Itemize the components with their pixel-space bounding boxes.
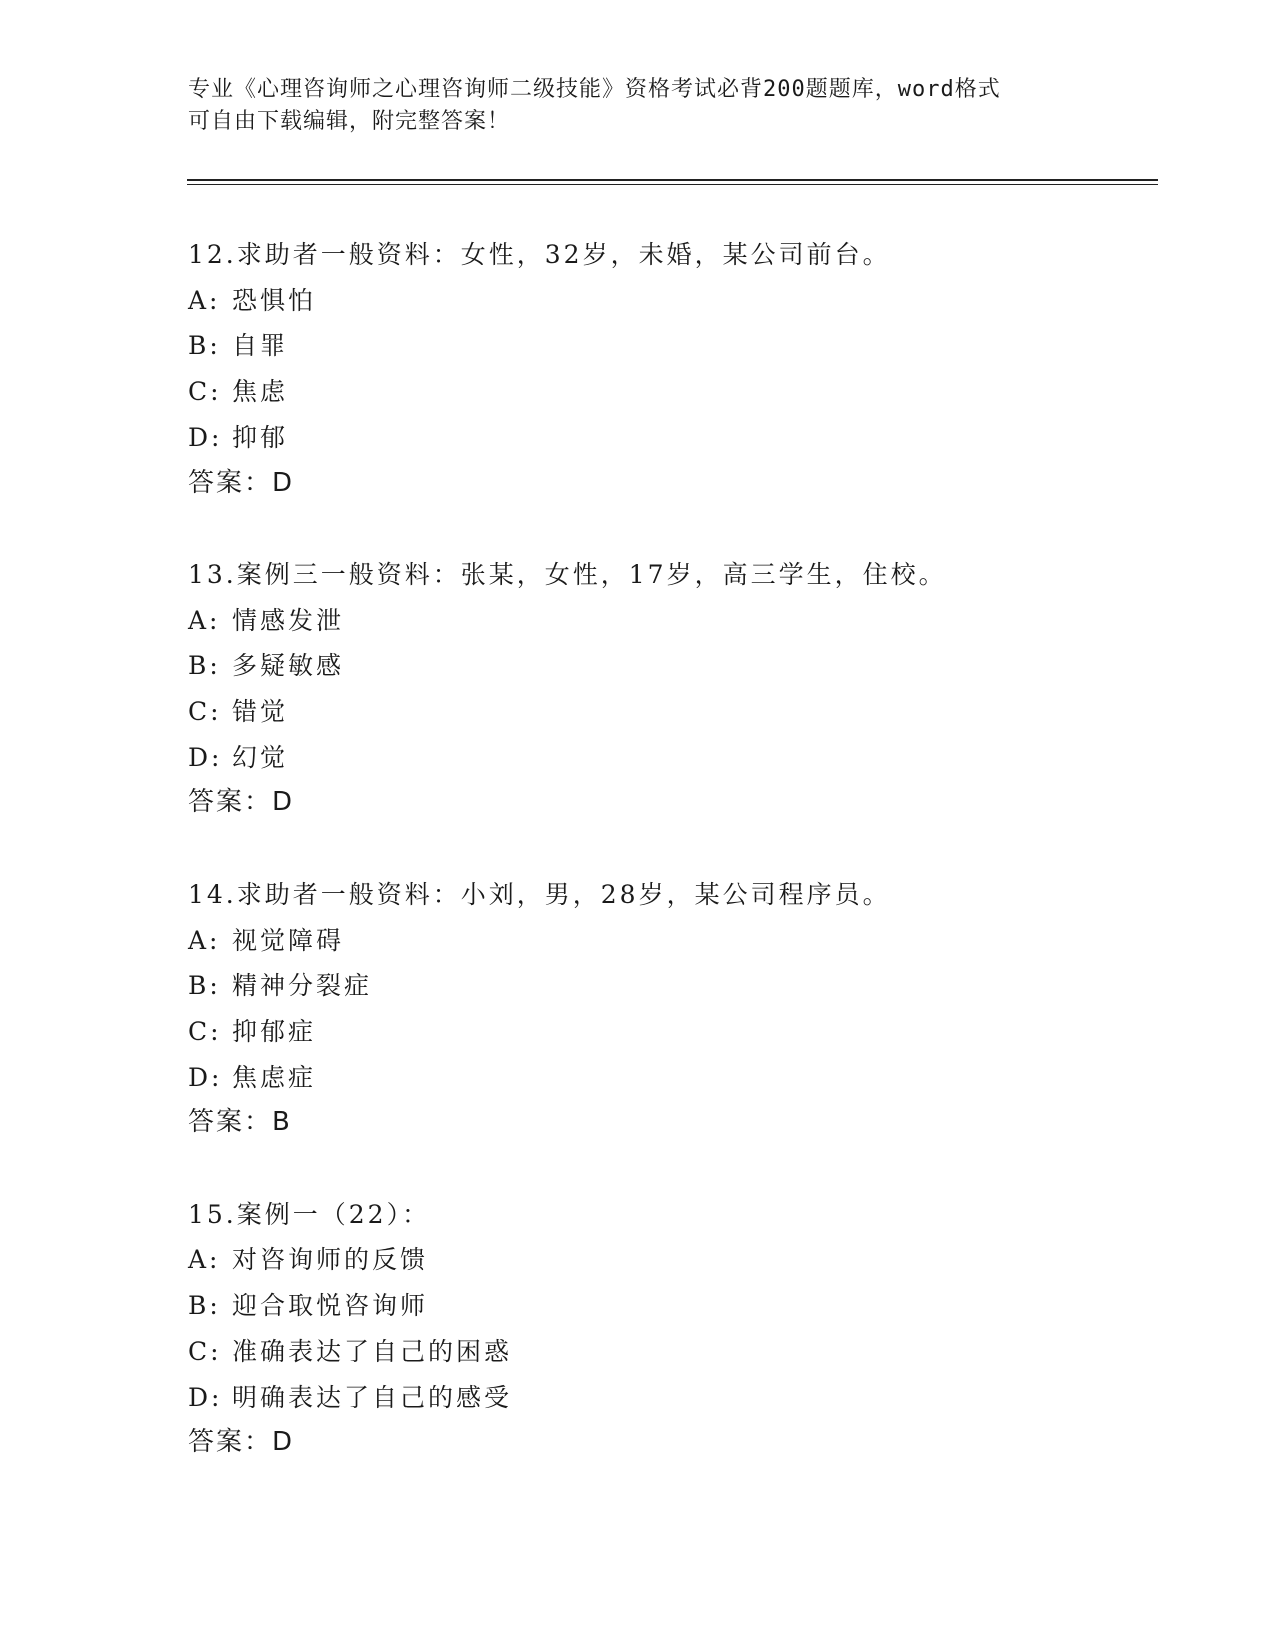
option-a <box>188 598 1148 644</box>
option-a <box>188 1237 1148 1283</box>
option-key: D: <box>188 1382 223 1412</box>
question-list <box>188 232 1148 1512</box>
header-divider <box>187 179 1158 185</box>
option-text: 抑郁症 <box>232 1016 317 1046</box>
option-key: B: <box>188 971 221 1001</box>
question-stem: 12.求助者一般资料：女性，32岁，未婚，某公司前台。 <box>188 240 891 269</box>
option-d <box>188 1055 1148 1101</box>
option-b <box>188 1283 1148 1329</box>
option-text: 对咨询师的反馈 <box>232 1245 429 1275</box>
header-line-2: 可自由下载编辑，附完整答案！ <box>188 109 511 134</box>
option-d <box>188 1375 1148 1421</box>
option-d <box>188 735 1148 781</box>
option-key: A: <box>188 925 221 955</box>
option-d <box>188 415 1148 461</box>
option-c <box>188 369 1148 415</box>
option-a <box>188 918 1148 964</box>
option-key: C: <box>188 377 222 407</box>
answer: 答案：D <box>188 1427 295 1458</box>
question-stem: 15.案例一（22）： <box>188 1199 431 1229</box>
option-c <box>188 1009 1148 1055</box>
option-c <box>188 689 1148 735</box>
answer: 答案：B <box>188 1107 292 1138</box>
option-a <box>188 278 1148 324</box>
question-13 <box>188 552 1148 826</box>
answer: 答案：D <box>188 467 295 498</box>
question-stem: 13.案例三一般资料：张某，女性，17岁，高三学生，住校。 <box>188 559 947 589</box>
header-line-1: 专业《心理咨询师之心理咨询师二级技能》资格考试必背200题题库，word格式 <box>188 77 1001 102</box>
question-12 <box>188 232 1148 506</box>
option-text: 自罪 <box>232 331 289 361</box>
option-text: 幻觉 <box>232 742 289 772</box>
option-key: C: <box>188 1016 222 1046</box>
option-text: 恐惧怕 <box>232 285 317 315</box>
option-text: 准确表达了自己的困惑 <box>232 1336 513 1366</box>
option-key: D: <box>188 1062 223 1092</box>
option-b <box>188 963 1148 1009</box>
option-text: 明确表达了自己的感受 <box>232 1382 513 1412</box>
option-key: A: <box>188 285 221 315</box>
option-text: 错觉 <box>232 697 289 727</box>
option-key: A: <box>188 1245 221 1275</box>
answer: 答案：D <box>188 787 295 818</box>
option-text: 抑郁 <box>232 422 289 452</box>
option-key: A: <box>188 605 221 635</box>
option-text: 多疑敏感 <box>232 651 345 681</box>
option-key: C: <box>188 697 222 727</box>
question-14 <box>188 872 1148 1146</box>
option-text: 视觉障碍 <box>232 925 345 955</box>
question-15 <box>188 1192 1148 1466</box>
option-key: B: <box>188 651 221 681</box>
option-b <box>188 643 1148 689</box>
option-text: 焦虑症 <box>232 1062 317 1092</box>
option-key: D: <box>188 422 223 452</box>
option-text: 情感发泄 <box>232 605 345 635</box>
option-c <box>188 1329 1148 1375</box>
option-b <box>188 323 1148 369</box>
option-text: 焦虑 <box>232 377 289 407</box>
option-text: 迎合取悦咨询师 <box>232 1291 429 1321</box>
option-key: B: <box>188 331 221 361</box>
question-stem: 14.求助者一般资料：小刘，男，28岁，某公司程序员。 <box>188 879 891 909</box>
option-text: 精神分裂症 <box>232 971 373 1001</box>
option-key: D: <box>188 742 223 772</box>
option-key: C: <box>188 1336 222 1366</box>
option-key: B: <box>188 1291 221 1321</box>
document-header <box>188 74 1088 138</box>
